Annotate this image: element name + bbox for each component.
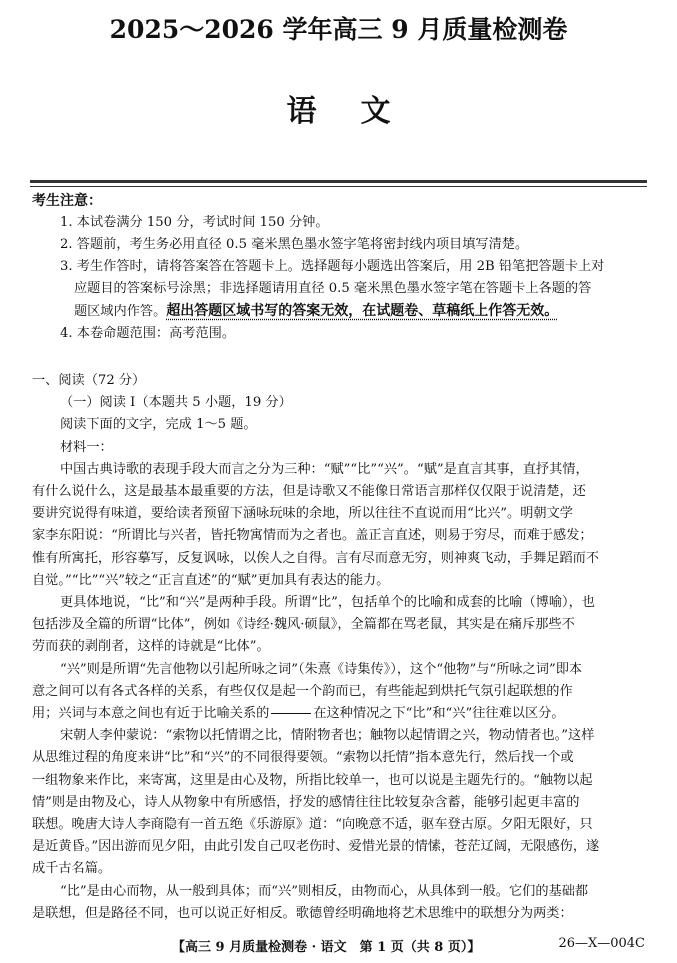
footer-exam-code: 26—X—004C [558,936,645,951]
passage-line: 是联想，但是路径不同，也可以说正好相反。歌德曾经明确地将艺术思维中的联想分为两类： [32,905,573,921]
passage-line: “比”是由心而物，从一般到具体；而“兴”则相反，由物而心，从具体到一般。它们的基础都 [60,883,589,899]
notice-title: 考生注意： [32,193,102,209]
passage-line: 家李东阳说：“所谓比与兴者，皆托物寓情而为之者也。盖正言直述，则易于穷尽，而难于感发； [32,528,593,544]
subject-title: 语文 [286,94,435,129]
section-title: 一、阅读（72 分） [32,373,146,388]
footer-page-info: 【高三 9 月质量检测卷 · 语文 第 1 页（共 8 页）】 [172,940,481,955]
notice-item-text: 题区域内作答。 [74,304,167,319]
instruction: 阅读下面的文字，完成 1～5 题。 [60,417,257,433]
passage-line: 自觉。”“比”“兴”较之“正言直述”的“赋”更加具有表达的能力。 [32,572,390,588]
passage-line: 要讲究说得有味道，要给读者预留下涵咏玩味的余地，所以往往不直说而用“比兴”。明朝文学 [32,506,573,522]
passage-line: 有什么说什么，这是最基本最重要的方法，但是诗歌又不能像日常语言那样仅仅限于说清楚，还 [32,484,586,500]
passage-paragraph-3 [32,659,652,726]
passage-line: 一组物象来作比，来寄寓，这里是由心及物，所指比较单一，也可以说是主题先行的。“触物以起 [32,772,593,788]
passage-line: “兴”则是所谓“先言他物以引起所咏之词”（朱熹《诗集传》），这个“他物”与“所咏之词”即本 [60,661,583,677]
notice-item: 4. 本卷命题范围：高考范围。 [60,326,236,341]
subsection-title: （一）阅读 Ⅰ（本题共 5 小题，19 分） [60,395,292,411]
notice-emphasis: 超出答题区域书写的答案无效，在试题卷、草稿纸上作答无效。 [166,303,559,319]
reading-section [32,370,652,925]
em-dash [271,713,311,714]
passage-line: 联想。晚唐大诗人李商隐有一首五绝《乐游原》道：“向晚意不适，驱车登古原。夕阳无限好，只 [32,817,593,833]
passage-line: 包括涉及全篇的所谓“比体”，例如《诗经·魏风·硕鼠》，全篇都在骂老鼠，其实是在痛斥那些不 [32,617,575,633]
passage-line: 更具体地说，“比”和“兴”是两种手段。所谓“比”，包括单个的比喻和成套的比喻（博喻），也 [60,595,595,611]
passage-text: 在这种情况之下“比”和“兴”往往难以区分。 [313,706,565,722]
notice-item-continued: 应题目的答案标号涂黑；非选择题请用直径 0.5 毫米黑色墨水签字笔在答题卡上各题的答 [74,281,592,296]
notice-item-continued [32,300,652,323]
passage-paragraph-2 [32,592,652,659]
passage-line: 宋朝人李仲蒙说：“索物以托情谓之比，情附物者也；触物以起情谓之兴，物动情者也。”这样 [60,728,595,744]
notice-item: 1. 本试卷满分 150 分，考试时间 150 分钟。 [60,215,329,230]
passage-text: 用；兴词与本意之间也有近于比喻关系的 [32,706,270,722]
material-label: 材料一： [60,439,113,455]
passage-line: 惟有所寓托，形容摹写，反复讽咏，以俟人之自得。言有尽而意无穷，则神爽飞动，手舞足蹈而不 [32,550,600,566]
exam-title: 2025～2026 学年高三 9 月质量检测卷 [109,15,568,44]
passage-line: 是近黄昏。”因出游而见夕阳，由此引发自己叹老伤时、爱惜光景的情愫，苍茫辽阔，无限感伤，遂 [32,839,600,855]
passage-line [32,703,652,725]
passage-line: 从思维过程的角度来讲“比”和“兴”的不同很得要领。“索物以托情”指本意先行，然后找一个或 [32,750,574,766]
passage-line: 成千古名篇。 [32,861,112,877]
passage-paragraph-5 [32,881,652,925]
passage-paragraph-4 [32,725,652,880]
candidate-notice [32,190,652,345]
header-divider-thick [30,180,647,183]
header-divider-thin [30,186,647,187]
notice-item: 2. 答题前，考生务必用直径 0.5 毫米黑色墨水签字笔将密封线内项目填写清楚。 [60,237,529,252]
passage-line: 中国古典诗歌的表现手段大而言之分为三种：“赋”“比”“兴”。“赋”是直言其事，直抒其情， [60,461,589,477]
notice-item: 3. 考生作答时，请将答案答在答题卡上。选择题每小题选出答案后，用 2B 铅笔把答题卡上对 [60,259,605,274]
passage-line: 意之间可以有各式各样的关系，有些仅仅是起一个韵而已，有些能起到烘托气氛引起联想的作 [32,683,573,699]
passage-line: 劳而获的剥削者，这样的诗就是“比体”。 [32,639,270,655]
passage-paragraph-1 [32,459,652,592]
passage-line: 情”则是由物及心，诗人从物象中有所感悟，抒发的感情往往比较复杂含蓄，能够引起更丰富的 [32,794,580,810]
